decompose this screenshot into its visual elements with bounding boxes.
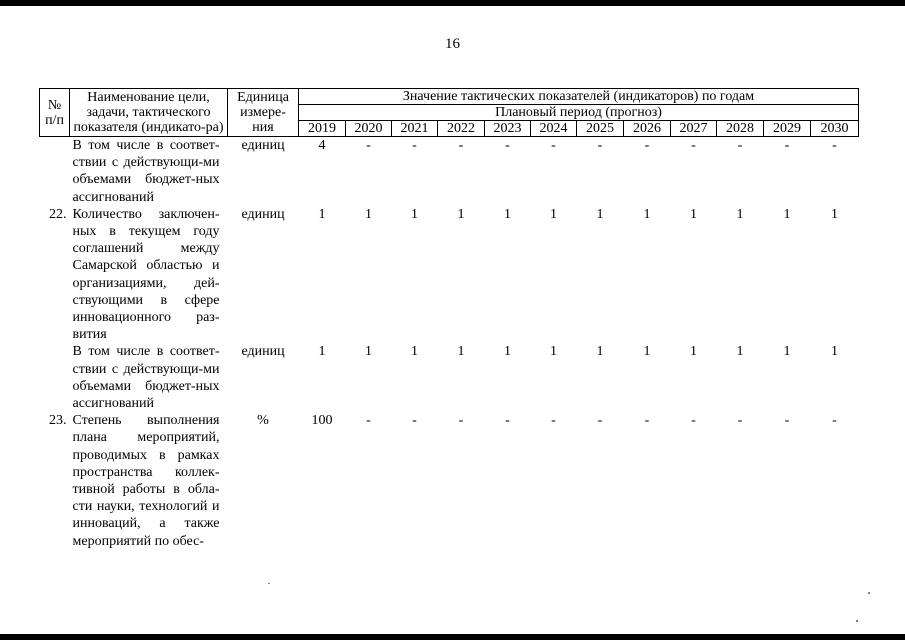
indicator-name: В том числе в соответ-ствии с действующи-ми объемами бюджет-ных ассигнований xyxy=(72,138,220,205)
header-year: 2020 xyxy=(346,121,392,137)
indicator-value: 1 xyxy=(457,206,465,222)
indicator-value: - xyxy=(412,413,417,429)
row-number: 23. xyxy=(49,413,67,429)
header-year: 2028 xyxy=(717,121,764,137)
header-year: 2025 xyxy=(577,121,624,137)
header-year: 2026 xyxy=(624,121,671,137)
header-year: 2029 xyxy=(764,121,811,137)
indicator-value: 1 xyxy=(318,206,326,222)
table-row xyxy=(40,412,859,550)
indicator-unit: единиц xyxy=(241,138,285,153)
indicator-value: - xyxy=(691,413,696,429)
indicator-value: 1 xyxy=(550,344,557,360)
indicator-unit: единиц xyxy=(241,206,285,222)
scan-border-bottom xyxy=(0,634,905,640)
indicator-value: 4 xyxy=(318,138,326,153)
indicator-value: 1 xyxy=(690,344,697,360)
indicator-value: - xyxy=(784,138,790,153)
indicator-unit: единиц xyxy=(241,344,285,360)
indicator-value: 1 xyxy=(411,344,418,360)
table-row xyxy=(40,343,859,412)
indicator-value: 1 xyxy=(831,206,838,222)
indicator-value: 1 xyxy=(596,206,604,222)
indicator-value: 1 xyxy=(411,206,418,222)
header-year: 2024 xyxy=(531,121,577,137)
indicator-value: 1 xyxy=(318,344,326,360)
indicator-value: - xyxy=(505,413,510,429)
indicator-value: 1 xyxy=(783,344,791,360)
indicator-value: - xyxy=(737,413,743,429)
indicator-value: 100 xyxy=(311,413,333,429)
header-year: 2021 xyxy=(392,121,438,137)
table-row xyxy=(40,137,859,206)
row-number xyxy=(40,137,70,206)
indicator-value: 1 xyxy=(504,344,511,360)
indicator-value: - xyxy=(597,413,603,429)
header-plan-period: Плановый период (прогноз) xyxy=(299,105,859,121)
indicator-value: - xyxy=(691,138,696,153)
indicator-value: 1 xyxy=(365,344,372,360)
indicators-table xyxy=(39,88,859,550)
table-row xyxy=(40,206,859,344)
header-year: 2030 xyxy=(811,121,859,137)
indicator-name: Количество заключен-ных в текущем году соглашений между Самарской областью и организациями, дей-ствующими в сфере инновационного раз-вития xyxy=(72,206,220,343)
indicator-value: - xyxy=(832,413,837,429)
indicator-value: - xyxy=(784,413,790,429)
table-body xyxy=(40,137,859,550)
row-number: 22. xyxy=(49,206,67,222)
indicator-value: 1 xyxy=(504,206,511,222)
indicator-value: - xyxy=(597,138,603,153)
indicator-value: - xyxy=(644,413,650,429)
scan-speck xyxy=(868,592,870,594)
header-values-title: Значение тактических показателей (индикаторов) по годам xyxy=(299,89,859,105)
indicator-value: 1 xyxy=(365,206,372,222)
header-year: 2022 xyxy=(438,121,485,137)
indicator-value: - xyxy=(551,413,556,429)
indicator-value: 1 xyxy=(550,206,557,222)
header-no: № п/п xyxy=(40,89,70,137)
indicator-value: - xyxy=(366,413,371,429)
indicator-value: - xyxy=(458,138,464,153)
header-unit: Единица измере-ния xyxy=(228,89,299,137)
indicator-unit: % xyxy=(257,413,269,429)
indicator-value: - xyxy=(644,138,650,153)
indicator-value: 1 xyxy=(643,206,651,222)
page-number: 16 xyxy=(445,36,460,52)
header-year: 2023 xyxy=(485,121,531,137)
table-header xyxy=(40,89,859,137)
scan-speck xyxy=(268,583,270,584)
indicator-value: 1 xyxy=(736,344,744,360)
indicator-value: 1 xyxy=(783,206,791,222)
indicator-value: 1 xyxy=(831,344,838,360)
indicator-value: - xyxy=(505,138,510,153)
header-name: Наименование цели, задачи, тактического показателя (индикато-ра) xyxy=(70,89,228,137)
scan-speck xyxy=(856,620,858,622)
indicator-value: 1 xyxy=(596,344,604,360)
header-year: 2027 xyxy=(671,121,717,137)
scan-border-top xyxy=(0,0,905,6)
indicator-value: 1 xyxy=(643,344,651,360)
row-number xyxy=(40,343,70,412)
indicator-value: - xyxy=(412,138,417,153)
indicator-name: В том числе в соответ-ствии с действующи-ми объемами бюджет-ных ассигнований xyxy=(72,344,220,412)
indicator-value: 1 xyxy=(736,206,744,222)
indicator-value: - xyxy=(458,413,464,429)
indicator-value: - xyxy=(366,138,371,153)
indicator-value: 1 xyxy=(457,344,465,360)
indicator-value: - xyxy=(832,138,837,153)
indicator-value: 1 xyxy=(690,206,697,222)
indicator-value: - xyxy=(551,138,556,153)
indicator-name: Степень выполнения плана мероприятий, проводимых в рамках пространства коллек-тивной работы в обла-сти науки, технологий и инноваций, а также мероприятий по обес- xyxy=(72,413,220,549)
header-year: 2019 xyxy=(299,121,346,137)
indicator-value: - xyxy=(737,138,743,153)
